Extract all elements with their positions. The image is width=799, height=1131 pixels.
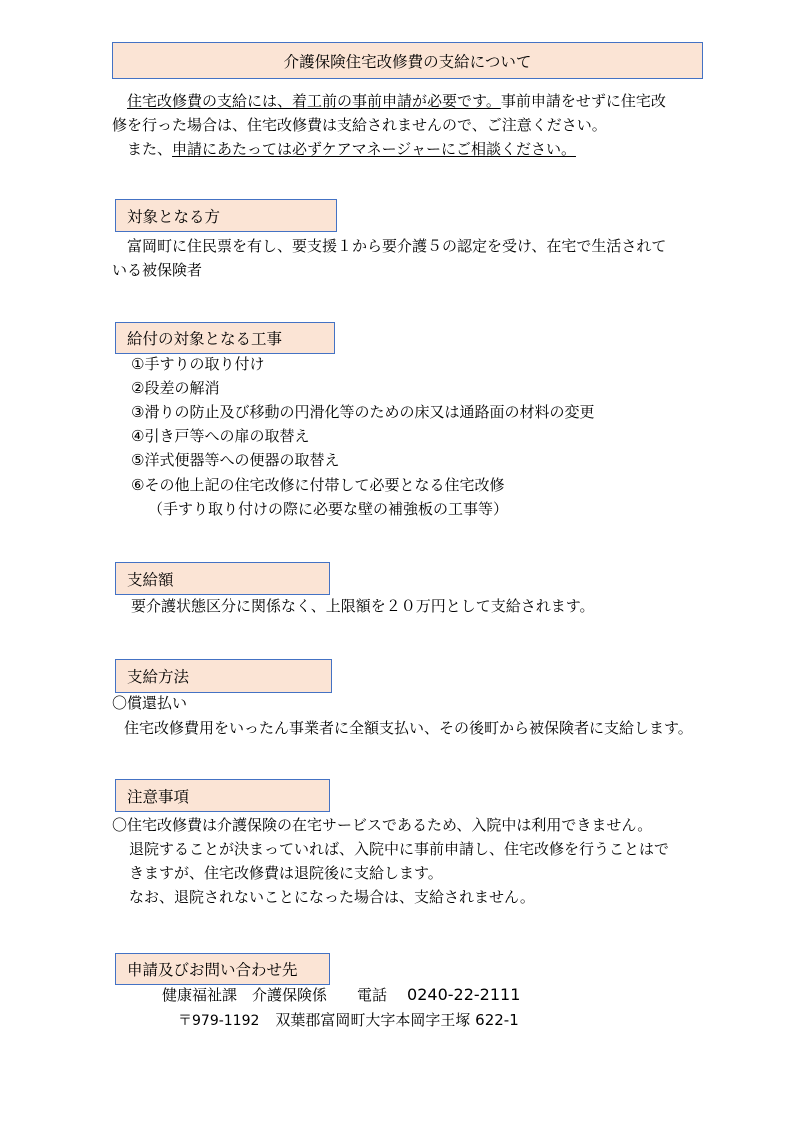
list-item: ④引き戸等への扉の取替え bbox=[131, 427, 310, 445]
contact-phone: 0240-22-2111 bbox=[407, 985, 521, 1004]
page-title-box bbox=[112, 42, 703, 79]
section-heading-notes: 注意事項 bbox=[115, 779, 330, 812]
list-item: ①手すりの取り付け bbox=[131, 355, 265, 373]
contact-address: 双葉郡富岡町大字本岡字王塚 622-1 bbox=[275, 1011, 519, 1029]
list-item: ⑤洋式便器等への便器の取替え bbox=[131, 451, 340, 469]
notes-line-3: きますが、住宅改修費は退院後に支給します。 bbox=[129, 864, 443, 882]
section-heading-contact: 申請及びお問い合わせ先 bbox=[115, 953, 330, 985]
intro-line-3: また、申請にあたっては必ずケアマネージャーにご相談ください。 bbox=[112, 140, 576, 158]
list-item: ③滑りの防止及び移動の円滑化等のための床又は通路面の材料の変更 bbox=[131, 403, 595, 421]
intro-underlined-2: 申請にあたっては必ずケアマネージャーにご相談ください。 bbox=[172, 140, 576, 158]
amount-text: 要介護状態区分に関係なく、上限額を２０万円として支給されます。 bbox=[131, 597, 595, 615]
section-heading-amount: 支給額 bbox=[115, 562, 330, 595]
contact-postal: 〒979-1192 bbox=[178, 1013, 260, 1029]
works-note: （手すり取り付けの際に必要な壁の補強板の工事等） bbox=[148, 500, 509, 518]
list-item: ⑥その他上記の住宅改修に付帯して必要となる住宅改修 bbox=[131, 476, 505, 494]
intro-line-2: 修を行った場合は、住宅改修費は支給されませんので、ご注意ください。 bbox=[112, 116, 607, 134]
page-title: 介護保険住宅改修費の支給について bbox=[283, 52, 532, 71]
intro-line-1: 住宅改修費の支給には、着工前の事前申請が必要です。事前申請をせずに住宅改 bbox=[127, 92, 666, 110]
list-item: ②段差の解消 bbox=[131, 379, 220, 397]
section-heading-works: 給付の対象となる工事 bbox=[115, 322, 335, 354]
target-line-1: 富岡町に住民票を有し、要支援１から要介護５の認定を受け、在宅で生活されて bbox=[112, 237, 667, 255]
method-item: 〇償還払い bbox=[112, 694, 188, 712]
notes-line-4: なお、退院されないことになった場合は、支給されません。 bbox=[129, 888, 535, 906]
notes-line-1: 〇住宅改修費は介護保険の在宅サービスであるため、入院中は利用できません。 bbox=[112, 816, 653, 834]
intro-underlined-1: 住宅改修費の支給には、着工前の事前申請が必要です。 bbox=[127, 92, 501, 110]
contact-department: 健康福祉課 介護保険係 bbox=[162, 986, 328, 1004]
target-line-2: いる被保険者 bbox=[112, 261, 203, 279]
section-heading-target: 対象となる方 bbox=[115, 199, 337, 232]
contact-address-line bbox=[178, 1008, 519, 1032]
method-text: 住宅改修費用をいったん事業者に全額支払い、その後町から被保険者に支給します。 bbox=[124, 719, 693, 737]
notes-line-2: 退院することが決まっていれば、入院中に事前申請し、住宅改修を行うことはで bbox=[129, 840, 670, 858]
contact-phone-label: 電話 bbox=[357, 986, 388, 1004]
section-heading-method: 支給方法 bbox=[115, 659, 332, 693]
contact-department-line bbox=[162, 983, 520, 1007]
